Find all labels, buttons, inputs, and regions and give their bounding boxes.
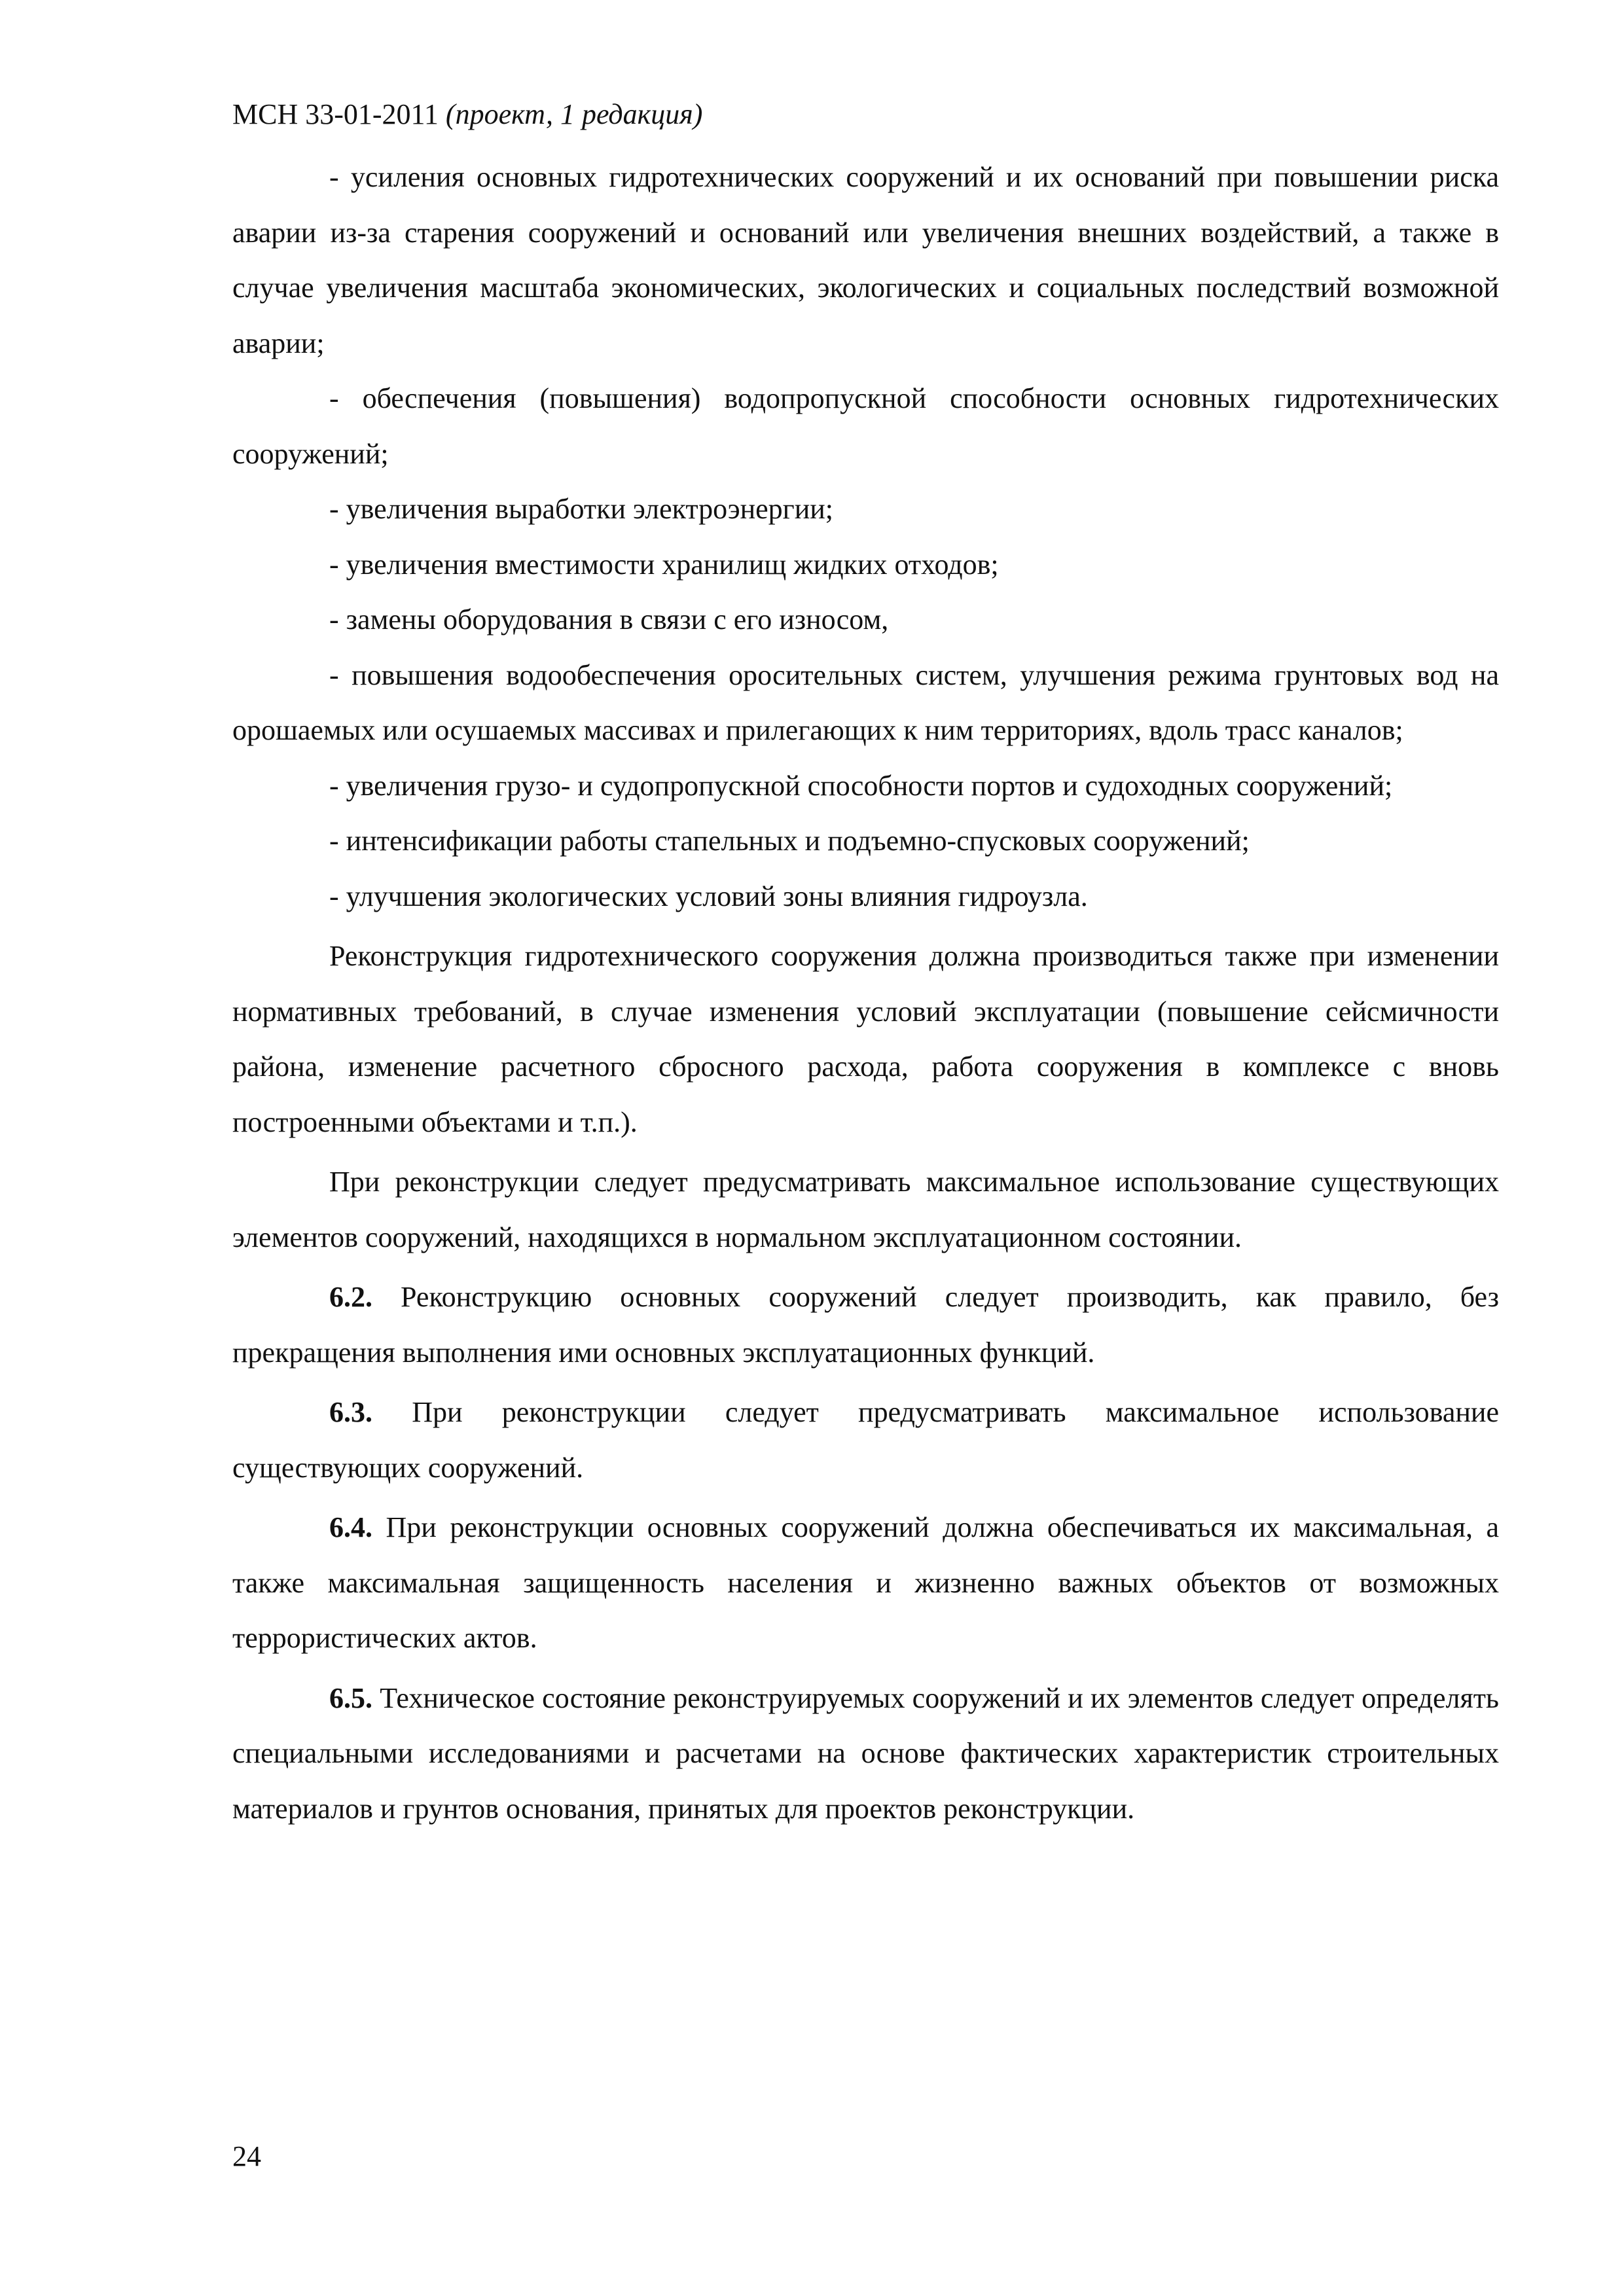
list-item: - увеличения вместимости хранилищ жидких отходов; — [329, 548, 999, 581]
paragraph: Реконструкция гидротехнического сооружения должна производиться также при изменении нормативных требований, в случае изменения условий эксплуатации (повышение сейсмичности района, изменение расчетного сбросного расхода, работа сооружения в комплексе с вновь построенными объектами и т.п.). — [232, 940, 1499, 1138]
paragraph: При реконструкции следует предусматривать максимальное использование существующих элементов сооружений, находящихся в нормальном эксплуатационном состоянии. — [232, 1166, 1499, 1253]
list-item: - улучшения экологических условий зоны влияния гидроузла. — [329, 880, 1088, 912]
section-text: При реконструкции основных сооружений должна обеспечиваться их максимальная, а также максимальная защищенность населения и жизненно важных объектов от возможных террористических актов. — [232, 1511, 1499, 1654]
section-text: Реконструкцию основных сооружений следует производить, как правило, без прекращения выполнения ими основных эксплуатационных функций. — [232, 1281, 1499, 1369]
page-header — [232, 95, 702, 134]
section-text: Техническое состояние реконструируемых сооружений и их элементов следует определять специальными исследованиями и расчетами на основе фактических характеристик строительных материалов и грунтов основания, принятых для проектов реконструкции. — [232, 1681, 1499, 1825]
body-text — [232, 150, 1499, 1837]
section-6-4 — [232, 1500, 1499, 1666]
list-item: - интенсификации работы стапельных и подъемно-спусковых сооружений; — [329, 825, 1250, 857]
section-number: 6.4. — [329, 1511, 372, 1543]
section-6-2 — [232, 1270, 1499, 1380]
list-item: - обеспечения (повышения) водопропускной способности основных гидротехнических сооружений; — [232, 382, 1499, 470]
list-item: - увеличения грузо- и судопропускной способности портов и судоходных сооружений; — [329, 769, 1393, 802]
document-edition-note: (проект, 1 редакция) — [445, 98, 703, 130]
list-item: - увеличения выработки электроэнергии; — [329, 493, 834, 525]
section-number: 6.5. — [329, 1681, 372, 1714]
list-item: - повышения водообеспечения оросительных систем, улучшения режима грунтовых вод на орошаемых или осушаемых массивах и прилегающих к ним территориях, вдоль трасс каналов; — [232, 658, 1499, 746]
section-number: 6.2. — [329, 1281, 372, 1313]
page-number: 24 — [232, 2140, 261, 2172]
section-6-3 — [232, 1385, 1499, 1496]
section-number: 6.3. — [329, 1396, 372, 1428]
list-item: - усиления основных гидротехнических сооружений и их оснований при повышении риска аварии из-за старения сооружений и оснований или увеличения внешних воздействий, а также в случае увеличения масштаба экономических, экологических и социальных последствий возможной аварии; — [232, 161, 1499, 359]
list-item: - замены оборудования в связи с его износом, — [329, 603, 889, 636]
section-text: При реконструкции следует предусматривать максимальное использование существующих сооружений. — [232, 1396, 1499, 1484]
document-code: МСН 33-01-2011 — [232, 98, 439, 130]
section-6-5 — [232, 1671, 1499, 1837]
